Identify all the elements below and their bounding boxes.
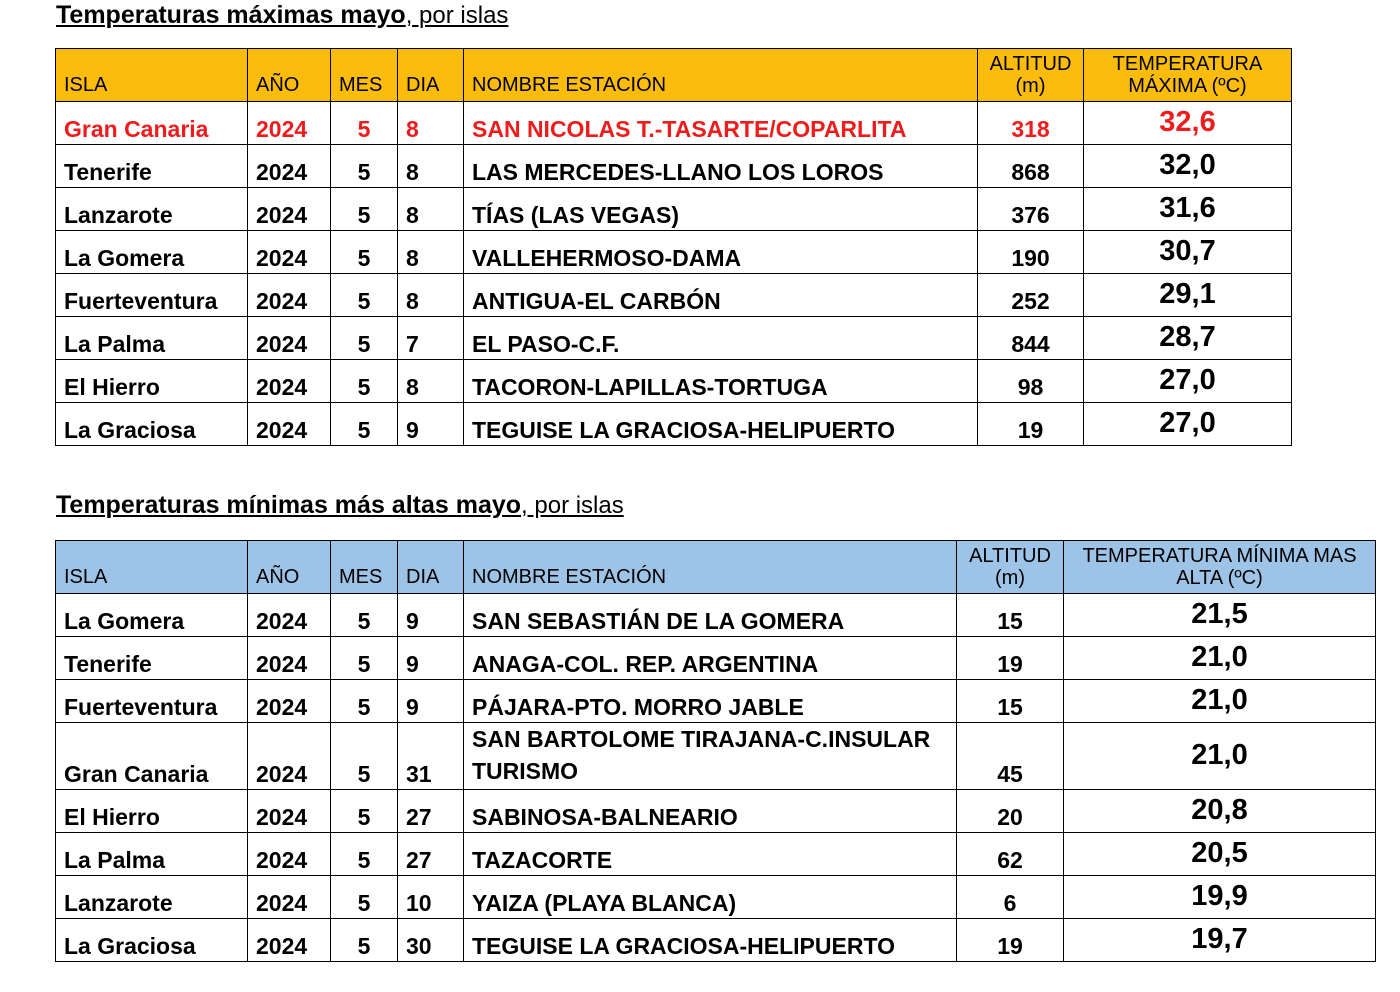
- header-mes: MES: [331, 49, 398, 102]
- cell-mes: 5: [331, 723, 398, 790]
- cell-anio: 2024: [248, 403, 331, 446]
- cell-temperatura: 19,7: [1064, 919, 1376, 962]
- cell-isla: Gran Canaria: [56, 102, 248, 145]
- cell-mes: 5: [331, 102, 398, 145]
- cell-mes: 5: [331, 594, 398, 637]
- cell-isla: El Hierro: [56, 360, 248, 403]
- cell-estacion: SAN NICOLAS T.-TASARTE/COPARLITA: [464, 102, 978, 145]
- cell-mes: 5: [331, 833, 398, 876]
- cell-mes: 5: [331, 680, 398, 723]
- cell-isla: El Hierro: [56, 790, 248, 833]
- header-isla: ISLA: [56, 541, 248, 594]
- cell-isla: La Gomera: [56, 594, 248, 637]
- cell-dia: 9: [398, 403, 464, 446]
- cell-anio: 2024: [248, 876, 331, 919]
- cell-anio: 2024: [248, 145, 331, 188]
- cell-altitud: 19: [957, 919, 1064, 962]
- table-row: [56, 637, 1376, 680]
- cell-estacion: SAN BARTOLOME TIRAJANA-C.INSULAR TURISMO: [464, 723, 957, 790]
- cell-temperatura: 30,7: [1084, 231, 1292, 274]
- cell-isla: La Gomera: [56, 231, 248, 274]
- cell-dia: 7: [398, 317, 464, 360]
- table-row: [56, 274, 1292, 317]
- table-row: [56, 360, 1292, 403]
- cell-mes: 5: [331, 790, 398, 833]
- cell-altitud: 98: [978, 360, 1084, 403]
- cell-altitud: 62: [957, 833, 1064, 876]
- header-temp-line1: TEMPERATURA MÍNIMA MAS: [1082, 545, 1357, 567]
- header-altitud-line1: ALTITUD: [989, 53, 1072, 75]
- cell-anio: 2024: [248, 790, 331, 833]
- cell-altitud: 376: [978, 188, 1084, 231]
- cell-anio: 2024: [248, 680, 331, 723]
- header-temp-line1: TEMPERATURA: [1112, 53, 1263, 75]
- cell-estacion: TAZACORTE: [464, 833, 957, 876]
- table-header-row: [56, 541, 1376, 594]
- cell-mes: 5: [331, 637, 398, 680]
- table-row: [56, 833, 1376, 876]
- table-row: [56, 723, 1376, 790]
- cell-isla: Tenerife: [56, 637, 248, 680]
- cell-anio: 2024: [248, 102, 331, 145]
- cell-temperatura: 19,9: [1064, 876, 1376, 919]
- cell-estacion: TEGUISE LA GRACIOSA-HELIPUERTO: [464, 403, 978, 446]
- cell-anio: 2024: [248, 637, 331, 680]
- header-dia: DIA: [398, 541, 464, 594]
- header-mes: MES: [331, 541, 398, 594]
- header-anio: AÑO: [248, 49, 331, 102]
- cell-isla: La Palma: [56, 317, 248, 360]
- cell-altitud: 15: [957, 680, 1064, 723]
- cell-estacion: TÍAS (LAS VEGAS): [464, 188, 978, 231]
- cell-altitud: 45: [957, 723, 1064, 790]
- cell-isla: La Graciosa: [56, 919, 248, 962]
- cell-anio: 2024: [248, 274, 331, 317]
- table-row: [56, 919, 1376, 962]
- table-row: [56, 145, 1292, 188]
- cell-altitud: 868: [978, 145, 1084, 188]
- cell-estacion: LAS MERCEDES-LLANO LOS LOROS: [464, 145, 978, 188]
- cell-estacion: VALLEHERMOSO-DAMA: [464, 231, 978, 274]
- table-row: [56, 317, 1292, 360]
- cell-mes: 5: [331, 188, 398, 231]
- cell-estacion: TEGUISE LA GRACIOSA-HELIPUERTO: [464, 919, 957, 962]
- cell-temperatura: 27,0: [1084, 403, 1292, 446]
- header-estacion: NOMBRE ESTACIÓN: [464, 49, 978, 102]
- cell-mes: 5: [331, 876, 398, 919]
- cell-dia: 30: [398, 919, 464, 962]
- cell-dia: 9: [398, 637, 464, 680]
- cell-dia: 8: [398, 102, 464, 145]
- cell-mes: 5: [331, 360, 398, 403]
- cell-isla: Tenerife: [56, 145, 248, 188]
- cell-temperatura: 21,0: [1064, 723, 1376, 790]
- cell-altitud: 252: [978, 274, 1084, 317]
- header-isla: ISLA: [56, 49, 248, 102]
- cell-estacion: TACORON-LAPILLAS-TORTUGA: [464, 360, 978, 403]
- min-table-title: [56, 490, 624, 521]
- max-table-title: [56, 0, 508, 31]
- cell-dia: 10: [398, 876, 464, 919]
- cell-mes: 5: [331, 317, 398, 360]
- cell-estacion: ANTIGUA-EL CARBÓN: [464, 274, 978, 317]
- cell-altitud: 20: [957, 790, 1064, 833]
- header-temp-line2: MÁXIMA (ºC): [1128, 75, 1247, 97]
- table-header-row: [56, 49, 1292, 102]
- table-row: [56, 876, 1376, 919]
- cell-isla: Fuerteventura: [56, 274, 248, 317]
- cell-temperatura: 32,0: [1084, 145, 1292, 188]
- cell-anio: 2024: [248, 833, 331, 876]
- cell-isla: Fuerteventura: [56, 680, 248, 723]
- header-altitud: [978, 49, 1084, 102]
- cell-altitud: 15: [957, 594, 1064, 637]
- max-temperatures-table: [55, 48, 1292, 446]
- cell-mes: 5: [331, 919, 398, 962]
- cell-temperatura: 20,5: [1064, 833, 1376, 876]
- header-altitud-line2: (m): [995, 567, 1025, 589]
- cell-dia: 9: [398, 594, 464, 637]
- cell-temperatura: 21,0: [1064, 637, 1376, 680]
- header-temp-line2: ALTA (ºC): [1176, 567, 1263, 589]
- table-row: [56, 680, 1376, 723]
- table-row: [56, 231, 1292, 274]
- table-row: [56, 790, 1376, 833]
- max-title-suffix: , por islas: [405, 2, 509, 29]
- cell-isla: Lanzarote: [56, 188, 248, 231]
- cell-temperatura: 31,6: [1084, 188, 1292, 231]
- cell-mes: 5: [331, 403, 398, 446]
- header-anio: AÑO: [248, 541, 331, 594]
- cell-anio: 2024: [248, 188, 331, 231]
- header-altitud: [957, 541, 1064, 594]
- min-title-main: Temperaturas mínimas más altas mayo: [56, 491, 522, 519]
- cell-anio: 2024: [248, 594, 331, 637]
- cell-isla: La Graciosa: [56, 403, 248, 446]
- header-estacion: NOMBRE ESTACIÓN: [464, 541, 957, 594]
- cell-estacion: YAIZA (PLAYA BLANCA): [464, 876, 957, 919]
- cell-altitud: 6: [957, 876, 1064, 919]
- cell-temperatura: 29,1: [1084, 274, 1292, 317]
- header-dia: DIA: [398, 49, 464, 102]
- cell-temperatura: 21,5: [1064, 594, 1376, 637]
- cell-altitud: 844: [978, 317, 1084, 360]
- header-altitud-line2: (m): [1015, 75, 1046, 97]
- min-temperatures-table: [55, 540, 1376, 962]
- cell-altitud: 19: [957, 637, 1064, 680]
- cell-altitud: 190: [978, 231, 1084, 274]
- cell-dia: 8: [398, 360, 464, 403]
- cell-isla: Gran Canaria: [56, 723, 248, 790]
- cell-isla: Lanzarote: [56, 876, 248, 919]
- cell-dia: 8: [398, 274, 464, 317]
- cell-dia: 27: [398, 790, 464, 833]
- cell-mes: 5: [331, 145, 398, 188]
- cell-dia: 31: [398, 723, 464, 790]
- cell-altitud: 19: [978, 403, 1084, 446]
- cell-mes: 5: [331, 274, 398, 317]
- cell-anio: 2024: [248, 231, 331, 274]
- header-temperatura: [1064, 541, 1376, 594]
- table-row: [56, 403, 1292, 446]
- min-title-suffix: , por islas: [521, 492, 624, 519]
- cell-dia: 8: [398, 145, 464, 188]
- cell-dia: 27: [398, 833, 464, 876]
- table-row: [56, 594, 1376, 637]
- cell-estacion: SAN SEBASTIÁN DE LA GOMERA: [464, 594, 957, 637]
- cell-mes: 5: [331, 231, 398, 274]
- cell-temperatura: 21,0: [1064, 680, 1376, 723]
- cell-dia: 8: [398, 231, 464, 274]
- table-row: [56, 102, 1292, 145]
- header-altitud-line1: ALTITUD: [969, 545, 1051, 567]
- cell-isla: La Palma: [56, 833, 248, 876]
- cell-anio: 2024: [248, 723, 331, 790]
- cell-temperatura: 20,8: [1064, 790, 1376, 833]
- cell-anio: 2024: [248, 317, 331, 360]
- cell-estacion: EL PASO-C.F.: [464, 317, 978, 360]
- cell-dia: 9: [398, 680, 464, 723]
- cell-anio: 2024: [248, 919, 331, 962]
- cell-dia: 8: [398, 188, 464, 231]
- table-row: [56, 188, 1292, 231]
- cell-temperatura: 28,7: [1084, 317, 1292, 360]
- header-temperatura: [1084, 49, 1292, 102]
- cell-estacion: SABINOSA-BALNEARIO: [464, 790, 957, 833]
- cell-anio: 2024: [248, 360, 331, 403]
- cell-estacion: ANAGA-COL. REP. ARGENTINA: [464, 637, 957, 680]
- cell-temperatura: 32,6: [1084, 102, 1292, 145]
- cell-temperatura: 27,0: [1084, 360, 1292, 403]
- max-title-main: Temperaturas máximas mayo: [56, 1, 406, 29]
- cell-altitud: 318: [978, 102, 1084, 145]
- cell-estacion: PÁJARA-PTO. MORRO JABLE: [464, 680, 957, 723]
